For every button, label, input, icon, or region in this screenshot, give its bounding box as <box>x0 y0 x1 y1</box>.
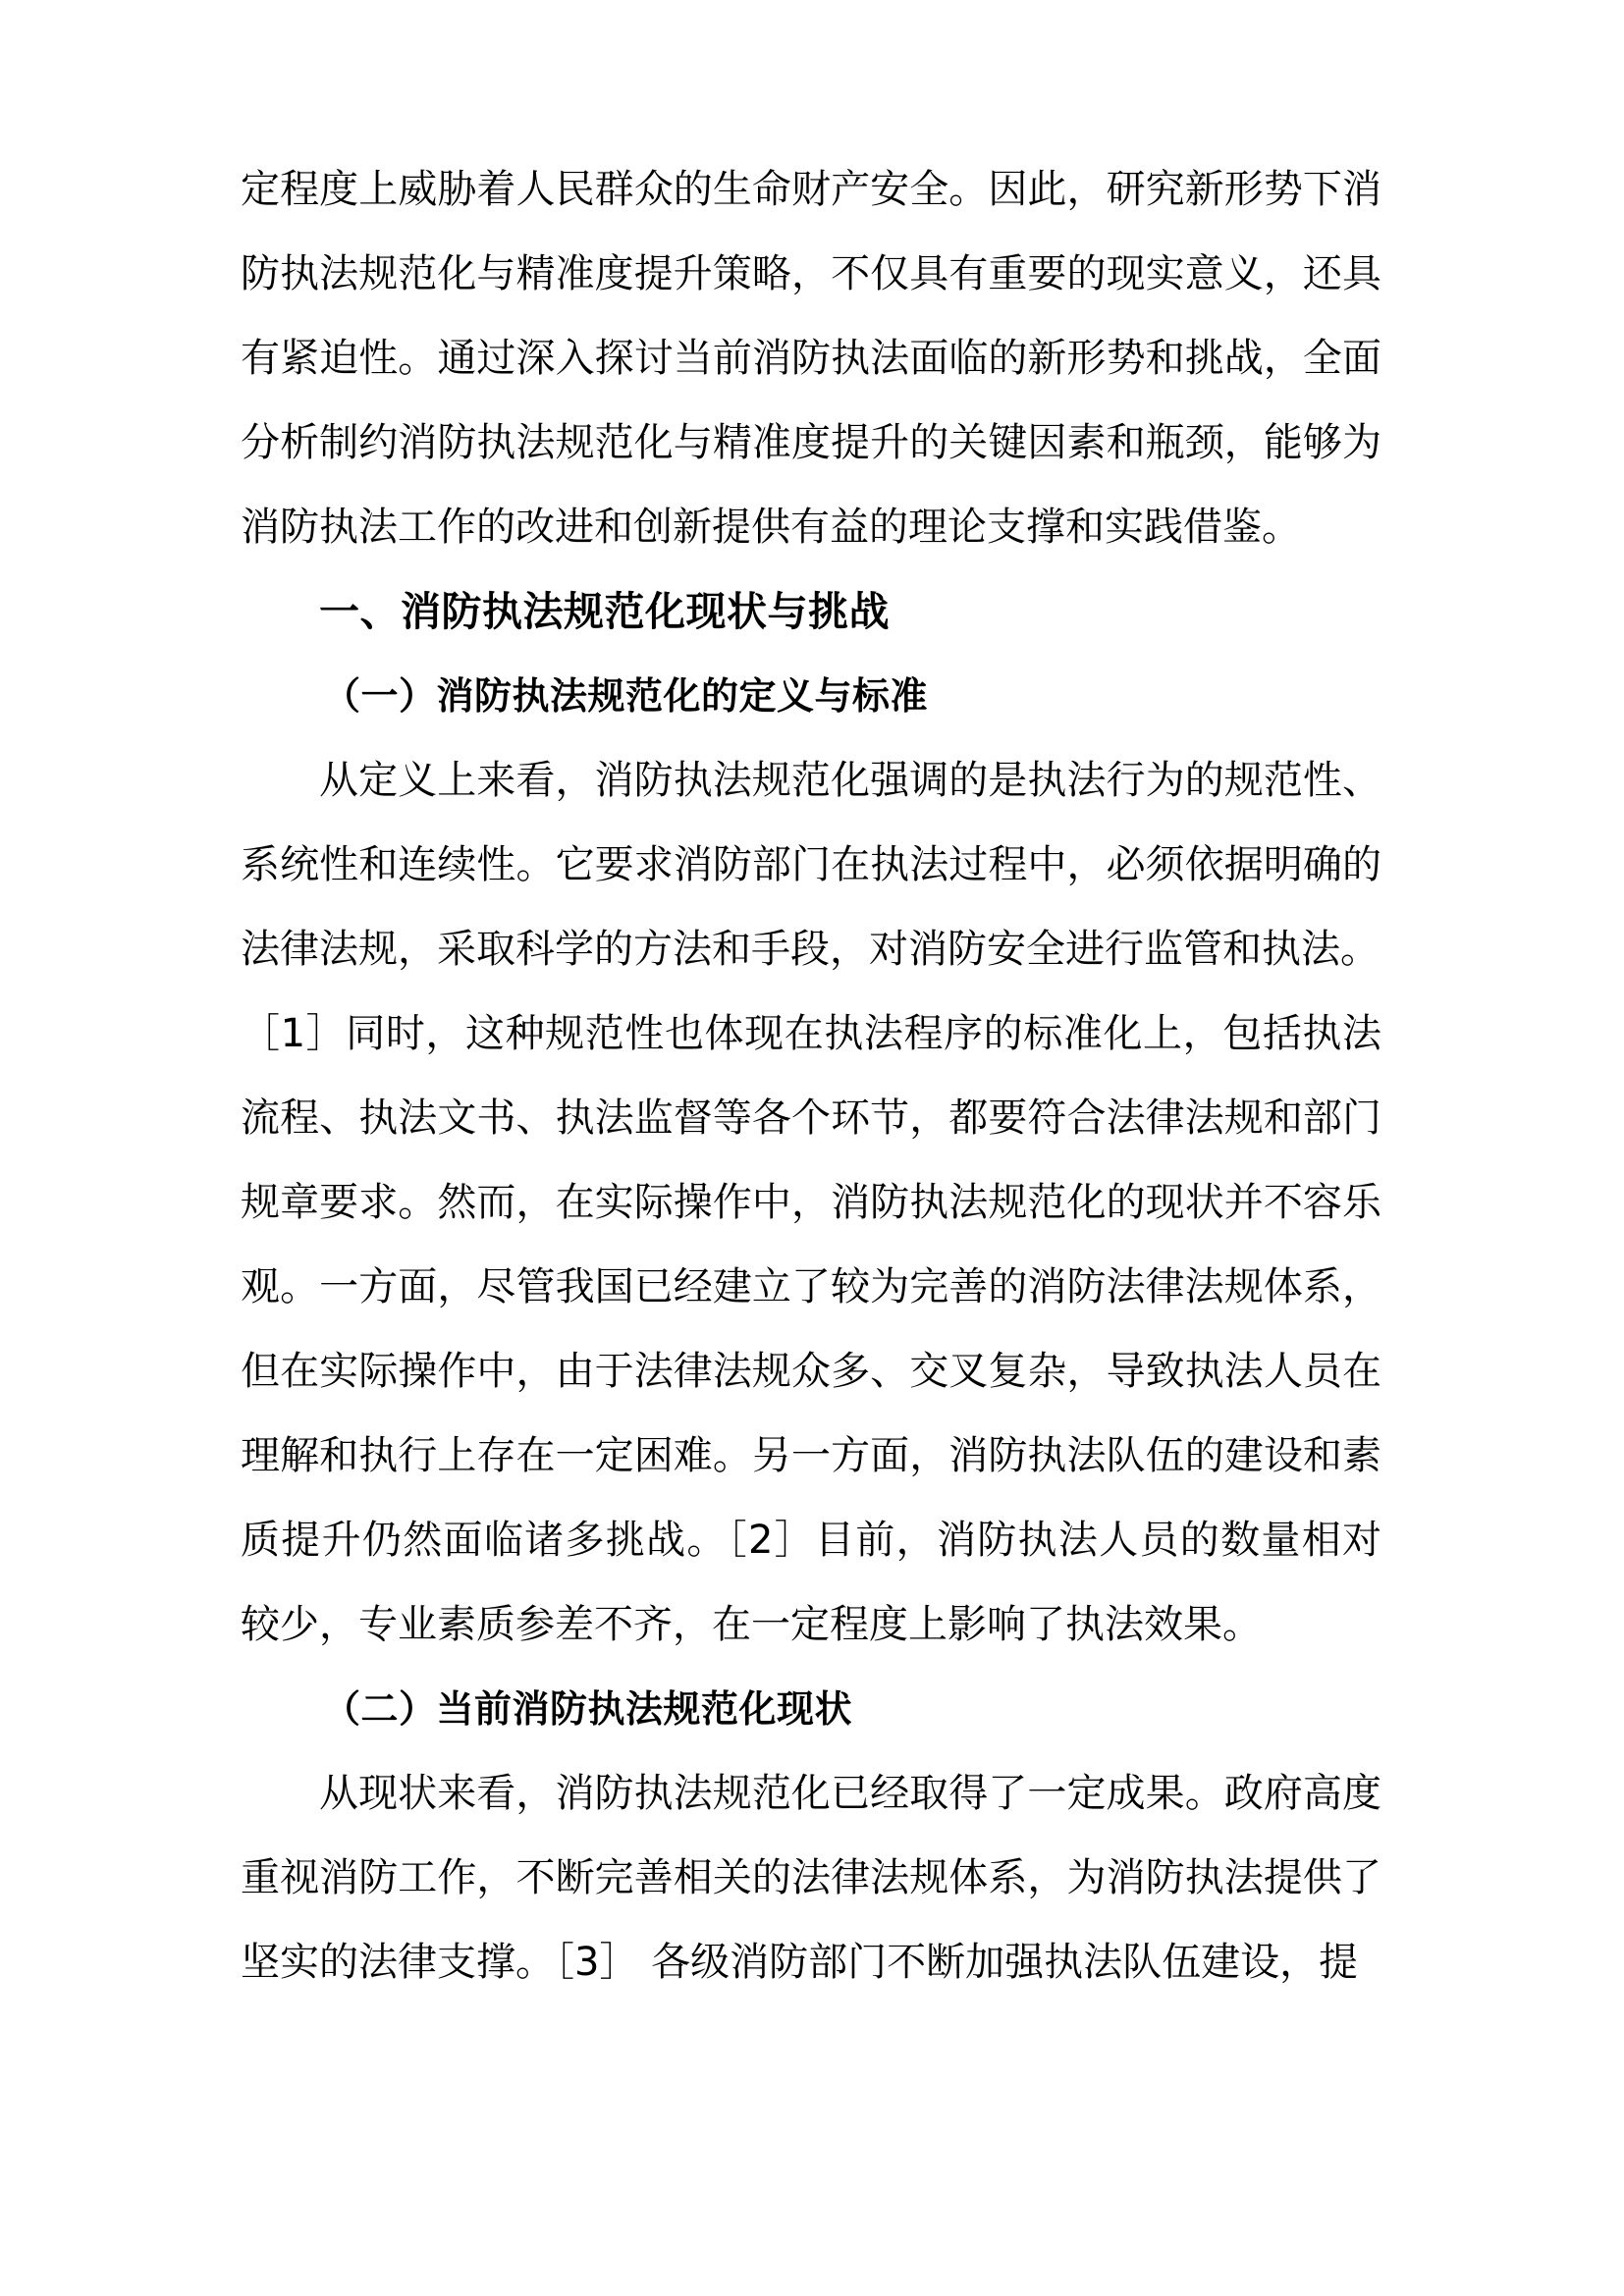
subsection-heading-two: （二）当前消防执法规范化现状 <box>323 1687 853 1731</box>
body-paragraph-standards: ［1］同时，这种规范性也体现在执法程序的标准化上，包括执法流程、执法文书、执法监督等各个环节，都要符合法律法规和部门规章要求。然而，在实际操作中，消防执法规范化的现状并不容乐观。一方面，尽管我国已经建立了较为完善的消防法律法规体系，但在实际操作中，由于法律法规众多、交叉复杂，导致执法人员在理解和执行上存在一定困难。另一方面，消防执法队伍的建设和素质提升仍然面临诸多挑战。［2］目前，消防执法人员的数量相对较少，专业素质参差不齐，在一定程度上影响了执法效果。 <box>241 1011 1381 1647</box>
section-heading-level1: 一、消防执法规范化现状与挑战 <box>319 588 890 635</box>
body-paragraph-current-status: 从现状来看，消防执法规范化已经取得了一定成果。政府高度重视消防工作，不断完善相关的法律法规体系，为消防执法提供了坚实的法律支撑。［3］ 各级消防部门不断加强执法队伍建设，提 <box>241 1771 1381 1985</box>
page-content <box>241 147 1381 2004</box>
body-paragraph-continued: 定程度上威胁着人民群众的生命财产安全。因此，研究新形势下消防执法规范化与精准度提升策略，不仅具有重要的现实意义，还具有紧迫性。通过深入探讨当前消防执法面临的新形势和挑战，全面分析制约消防执法规范化与精准度提升的关键因素和瓶颈，能够为消防执法工作的改进和创新提供有益的理论支撑和实践借鉴。 <box>241 167 1381 550</box>
subsection-heading-one: （一）消防执法规范化的定义与标准 <box>323 674 929 718</box>
body-paragraph-definition: 从定义上来看，消防执法规范化强调的是执法行为的规范性、系统性和连续性。它要求消防部门在执法过程中，必须依据明确的法律法规，采取科学的方法和手段，对消防安全进行监管和执法。 <box>241 758 1381 972</box>
